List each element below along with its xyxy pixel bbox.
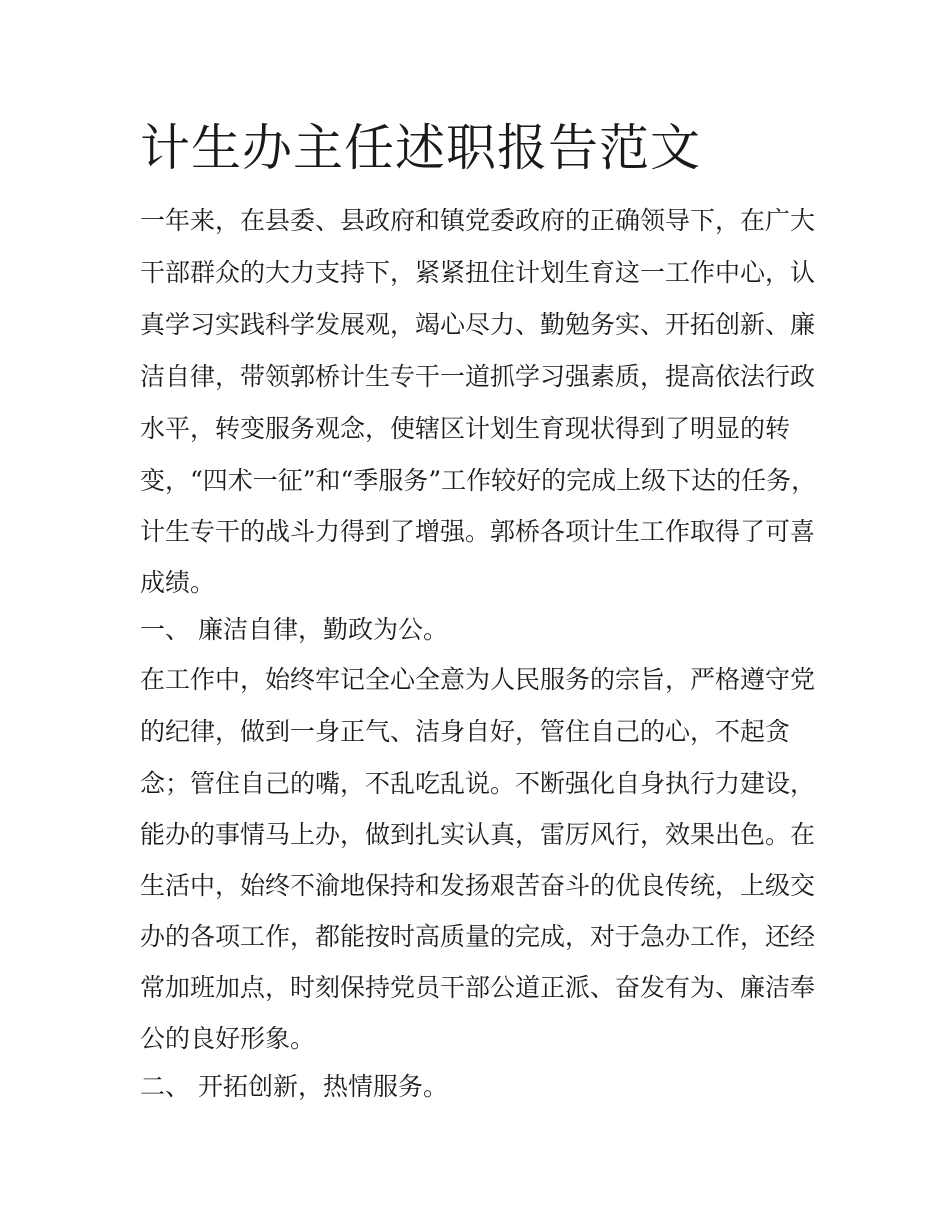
body-line: 真学习实践科学发展观，竭心尽力、勤勉务实、开拓创新、廉: [140, 310, 816, 339]
body-line: 常加班加点，时刻保持党员干部公道正派、奋发有为、廉洁奉: [140, 973, 816, 1002]
body-line: 公的良好形象。: [140, 1024, 316, 1053]
document-title: 计生办主任述职报告范文: [140, 119, 701, 177]
section-heading-1: 一、 廉洁自律，勤政为公。: [140, 615, 448, 644]
body-line: 一年来，在县委、县政府和镇党委政府的正确领导下，在广大: [140, 206, 816, 235]
body-line: 成绩。: [140, 568, 216, 597]
body-line: 念；管住自己的嘴，不乱吃乱说。不断强化自身执行力建设，: [140, 769, 816, 798]
body-line: 的纪律，做到一身正气、洁身自好，管住自己的心，不起贪: [140, 717, 791, 746]
body-line: 生活中，始终不渝地保持和发扬艰苦奋斗的优良传统，上级交: [140, 871, 816, 900]
section-heading-2: 二、 开拓创新，热情服务。: [140, 1072, 448, 1101]
body-line: 办的各项工作，都能按时高质量的完成，对于急办工作，还经: [140, 922, 816, 951]
body-line: 在工作中，始终牢记全心全意为人民服务的宗旨，严格遵守党: [140, 665, 816, 694]
body-line: 能办的事情马上办，做到扎实认真，雷厉风行，效果出色。在: [140, 820, 816, 849]
body-line: 计生专干的战斗力得到了增强。郭桥各项计生工作取得了可喜: [140, 517, 816, 546]
body-line: 变，“四术一征”和“季服务”工作较好的完成上级下达的任务，: [140, 466, 817, 495]
body-line: 干部群众的大力支持下，紧紧扭住计划生育这一工作中心，认: [140, 258, 816, 287]
body-line: 水平，转变服务观念，使辖区计划生育现状得到了明显的转: [140, 414, 791, 443]
body-line: 洁自律，带领郭桥计生专干一道抓学习强素质，提高依法行政: [140, 362, 816, 391]
